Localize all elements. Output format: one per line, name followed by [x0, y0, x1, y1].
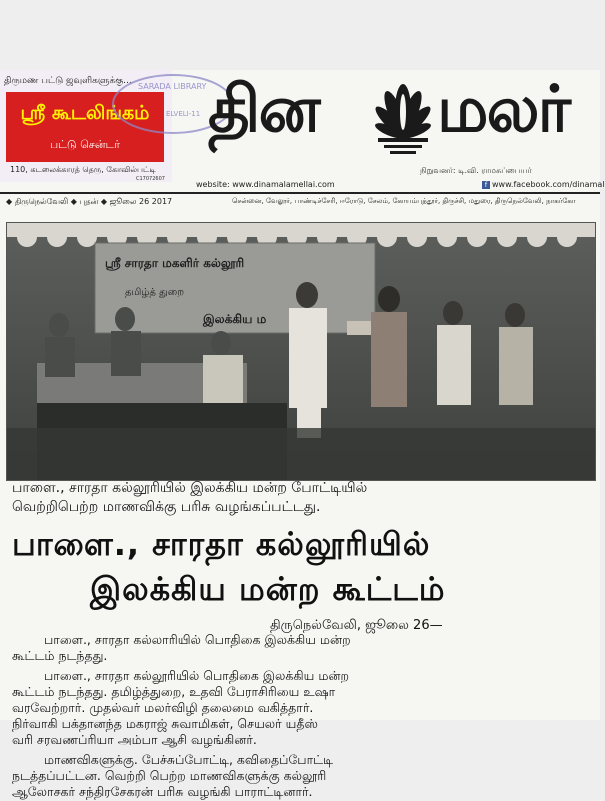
banner-line1: ஸ்ரீ சாரதா மகளிர் கல்லூரி — [105, 256, 245, 270]
article-para1-line1: பாளை., சாரதா கல்லாரியில் பொதிகை இலக்கிய மன்ற — [44, 632, 351, 647]
website-line: website: www.dinamalamellai.com — [196, 180, 335, 189]
banner-line2: தமிழ்த் துறை — [125, 287, 185, 298]
banner-line3: இலக்கிய ம — [203, 312, 267, 326]
article-para3-line2: நடத்தப்பட்டன. வெற்றி பெற்ற மாணவிகளுக்கு கல்லூரி — [12, 768, 327, 783]
facebook-url: www.facebook.com/dinamal — [492, 180, 605, 189]
article-para2-line4: நிர்வாகி பக்தானந்த மகராஜ் சுவாமிகள், செயலர் யதீஸ் — [12, 716, 318, 731]
article-para2-line2: கூட்டம் நடந்தது. தமிழ்த்துறை, உதவி பேராசிரியை உஷா — [12, 684, 336, 699]
article-para3-line3: ஆலோசகர் சந்திரசேகரன் பரிசு வழங்கி பாராட்டினார். — [12, 784, 313, 799]
ad-brand-name: ஸ்ரீ கூடலிங்கம் — [20, 102, 150, 124]
stamp-text-bottom: ELVELI-11 — [166, 110, 201, 118]
facebook-icon: f — [482, 181, 490, 189]
masthead-logo-word1: தின — [208, 73, 319, 147]
ad-code: C17072607 — [136, 176, 165, 182]
article-para1-line2: கூட்டம் நடந்தது. — [12, 648, 108, 663]
founder-line: நிறுவனர்: டி.வி. ராமசுப்பையர் — [420, 166, 532, 175]
article-para3-line1: மாணவிகளுக்கு. பேச்சுப்போட்டி, கவிதைப்போட்டி — [44, 752, 334, 767]
headline-line1: பாளை., சாரதா கல்லூரியில் — [12, 525, 431, 563]
masthead-rule — [0, 192, 600, 194]
ad-tagline: திருமண பட்டு ஜவுளிகளுக்கு... — [4, 76, 132, 86]
ad-brand-subtitle: பட்டு சென்டர் — [49, 138, 121, 151]
masthead-logo-word2: மலர் — [437, 73, 570, 147]
article-para2-line3: வரவேற்றார். முதல்வர் மலர்விழி தலைமை வகித்தார். — [12, 700, 314, 715]
headline-line2: இலக்கிய மன்ற கூட்டம் — [90, 570, 446, 608]
article-para2-line5: வரி சரவணப்ரியா அம்பா ஆசி வழங்கினர். — [12, 732, 257, 747]
facebook-line — [482, 180, 605, 189]
stamp-text-top: SARADA LIBRARY — [138, 82, 207, 91]
article-para2-line1: பாளை., சாரதா கல்லூரியில் பொதிகை இலக்கிய மன்ற — [44, 668, 350, 683]
editions-list: சென்னை, வேலூர், பாண்டிச்சேரி, ஈரோடு, சேலம், கோயம்புத்தூர், திருச்சி, மதுரை, திருநெல்வேலி, நாகர்கோ — [232, 197, 576, 205]
photo-caption-line2: வெற்றிபெற்ற மாணவிக்கு பரிசு வழங்கப்பட்டது. — [12, 499, 321, 515]
lotus-logo-icon — [358, 72, 448, 172]
event-photo — [6, 222, 596, 481]
article-byline: திருநெல்வேலி, ஜூலை 26— — [270, 618, 443, 633]
dateline: ◆ திருநெல்வேலி ◆ புதன் ◆ ஜூலை 26 2017 — [6, 197, 173, 206]
ad-address: 110, கடலைக்காரத் தெரு, கோவில்பட்டி — [10, 165, 156, 174]
newspaper-clipping — [0, 70, 605, 799]
photo-caption-line1: பாளை., சாரதா கல்லூரியில் இலக்கிய மன்ற போட்டியில் — [12, 480, 368, 496]
